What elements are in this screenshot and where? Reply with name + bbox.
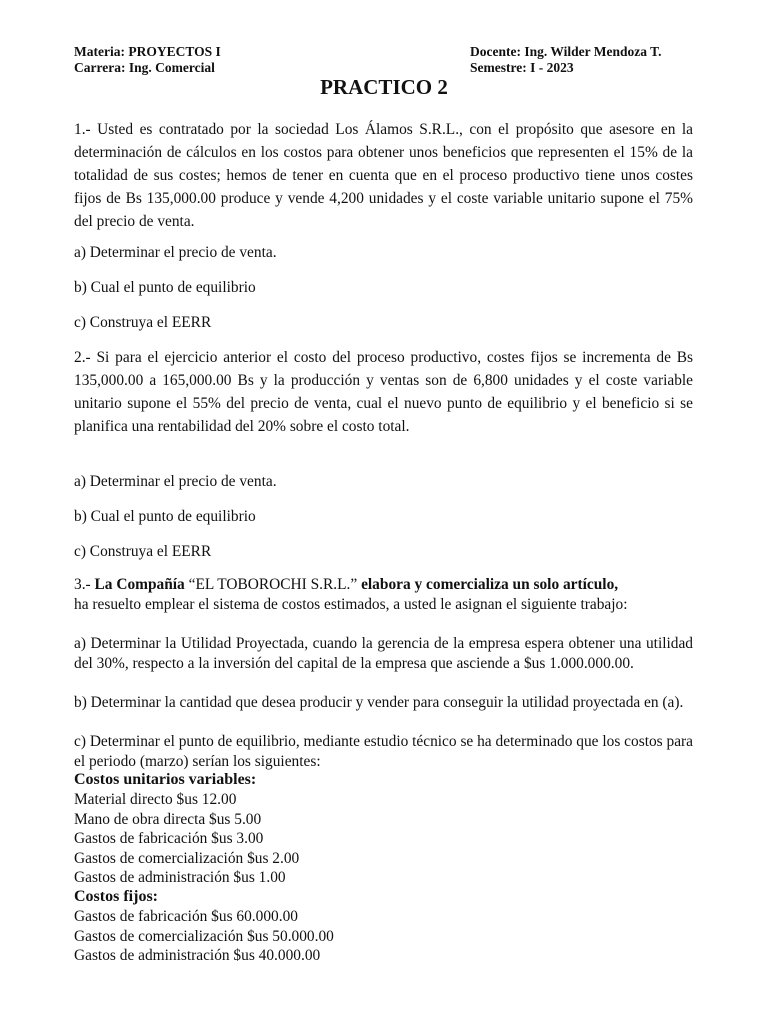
subject-label: Materia: PROYECTOS I	[74, 44, 221, 59]
fixed-cost-item: Gastos de comercialización $us 50.000.00	[74, 928, 334, 945]
variable-cost-item: Gastos de administración $us 1.00	[74, 869, 286, 886]
exercise-3-item-b: b) Determinar la cantidad que desea producir y vender para conseguir la utilidad proyectada en (a).	[74, 694, 684, 711]
exercise-2-text: 2.- Si para el ejercicio anterior el costo del proceso productivo, costes fijos se incrementa de Bs 135,000.00 a 165,000.00 Bs y la producción y ventas son de 6,800 unidades y el coste variable unitario supone el 55% del precio de venta, cual el nuevo punto de equilibrio y el beneficio si se planifica una rentabilidad del 20% sobre el costo total.	[74, 349, 693, 435]
variable-cost-item: Gastos de fabricación $us 3.00	[74, 830, 264, 847]
exercise-2-item-b: b) Cual el punto de equilibrio	[74, 508, 256, 525]
exercise-3-item-a: a) Determinar la Utilidad Proyectada, cuando la gerencia de la empresa espera obtener una utilidad del 30%, respecto a la inversión del capital de la empresa que asciende a $us 1.000.000.00.	[74, 635, 693, 672]
fixed-costs-heading: Costos fijos:	[74, 888, 158, 905]
fixed-cost-item: Gastos de fabricación $us 60.000.00	[74, 908, 298, 925]
exercise-2-item-a: a) Determinar el precio de venta.	[74, 473, 277, 490]
career-label: Carrera: Ing. Comercial	[74, 60, 215, 75]
exercise-3-company-tail: elabora y comercializa un solo artículo,	[361, 576, 619, 593]
exercise-3-text: ha resuelto emplear el sistema de costos estimados, a usted le asignan el siguiente trabajo:	[74, 596, 628, 613]
exercise-1-text: 1.- Usted es contratado por la sociedad Los Álamos S.R.L., con el propósito que asesore en la determinación de cálculos en los costos para obtener unos beneficios que representen el 15% de la totalidad de sus costes; hemos de tener en cuenta que en el proceso productivo tiene unos costes fijos de Bs 135,000.00 produce y vende 4,200 unidades y el coste variable unitario supone el 75% del precio de venta.	[74, 121, 693, 230]
exercise-3-company-lead: La Compañía	[94, 576, 185, 593]
exercise-3-number: 3.-	[74, 576, 91, 593]
semester-label: Semestre: I - 2023	[470, 60, 574, 75]
exercise-1-item-c: c) Construya el EERR	[74, 314, 212, 331]
variable-cost-item: Mano de obra directa $us 5.00	[74, 811, 262, 828]
variable-costs-heading: Costos unitarios variables:	[74, 771, 257, 788]
fixed-cost-item: Gastos de administración $us 40.000.00	[74, 947, 321, 964]
variable-cost-item: Material directo $us 12.00	[74, 791, 237, 808]
exercise-2-item-c: c) Construya el EERR	[74, 543, 212, 560]
variable-cost-item: Gastos de comercialización $us 2.00	[74, 850, 300, 867]
exercise-1-item-a: a) Determinar el precio de venta.	[74, 244, 277, 261]
exercise-1-item-b: b) Cual el punto de equilibrio	[74, 279, 256, 296]
exercise-3-intro	[74, 575, 618, 595]
exercise-3-company-name: “EL TOBOROCHI S.R.L.”	[188, 576, 358, 593]
teacher-label: Docente: Ing. Wilder Mendoza T.	[470, 44, 662, 59]
exercise-3-item-c: c) Determinar el punto de equilibrio, mediante estudio técnico se ha determinado que los costos para el periodo (marzo) serían los siguientes:	[74, 733, 693, 770]
page-title: PRACTICO 2	[320, 75, 448, 99]
